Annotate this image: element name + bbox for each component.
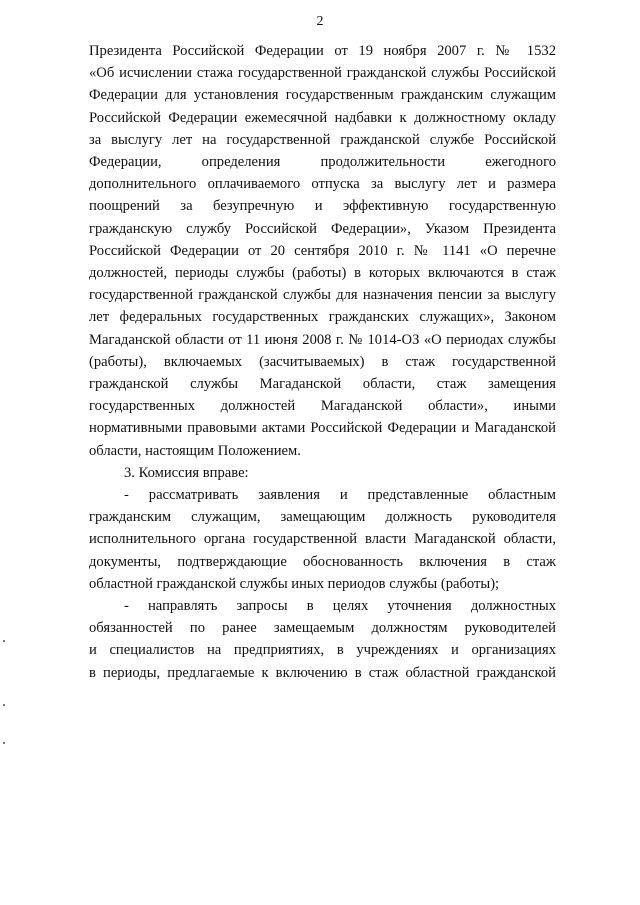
text-line: документы, подтверждающие обоснованность включения в стаж [89, 553, 556, 570]
text-line: в периоды, предлагаемые к включению в стаж областной гражданской [89, 664, 556, 681]
text-line: области, настоящим Положением. [89, 442, 301, 459]
section-heading: 3. Комиссия вправе: [124, 464, 249, 481]
text-line: государственных должностей Магаданской области», иными [89, 398, 556, 415]
text-line: Российской Федерации ежемесячной надбавки к должностному окладу [89, 109, 556, 126]
text-line: государственной гражданской службы для назначения пенсии за выслугу [89, 287, 556, 304]
text-line: гражданскую службу Российской Федерации», Указом Президента [89, 220, 556, 237]
text-line: исполнительного органа государственной власти Магаданской области, [89, 531, 556, 548]
text-line: нормативными правовыми актами Российской Федерации и Магаданской [89, 420, 556, 437]
scan-mark [3, 742, 5, 744]
text-line: Президента Российской Федерации от 19 ноября 2007 г. № 1532 [89, 43, 556, 59]
scan-mark [3, 704, 5, 706]
text-line: обязанностей по ранее замещаемым должностям руководителей [89, 620, 556, 637]
text-line: должностей, периоды службы (работы) в которых включаются в стаж [89, 265, 556, 282]
text-line: поощрений за безупречную и эффективную государственную [89, 198, 556, 215]
text-line: Федерации, определения продолжительности ежегодного [89, 154, 556, 171]
text-line: за выслугу лет на государственной гражданской службе Российской [89, 131, 556, 148]
page-number: 2 [316, 14, 324, 29]
text-line: «Об исчислении стажа государственной гражданской службы Российской [89, 65, 556, 82]
document-body [89, 40, 556, 684]
text-line: и специалистов на предприятиях, в учреждениях и организациях [89, 642, 556, 659]
text-line: Магаданской области от 11 июня 2008 г. № 1014-ОЗ «О периодах службы [89, 331, 556, 348]
text-line: гражданской службы Магаданской области, стаж замещения [89, 376, 556, 393]
list-item-line: - направлять запросы в целях уточнения должностных [124, 598, 556, 615]
scan-mark [3, 640, 5, 642]
text-line: Российской Федерации от 20 сентября 2010 г. № 1141 «О перечне [89, 242, 556, 259]
list-item-line: - рассматривать заявления и представленные областным [124, 487, 556, 504]
text-line: Федерации для установления государственным гражданским служащим [89, 87, 556, 104]
text-line: лет федеральных государственных гражданских служащих», Законом [89, 309, 556, 326]
text-line: дополнительного оплачиваемого отпуска за выслугу лет и размера [89, 176, 556, 193]
text-line: областной гражданской службы иных периодов службы (работы); [89, 575, 500, 592]
text-line: (работы), включаемых (засчитываемых) в стаж государственной [89, 353, 556, 370]
text-line: гражданским служащим, замещающим должность руководителя [89, 509, 556, 526]
